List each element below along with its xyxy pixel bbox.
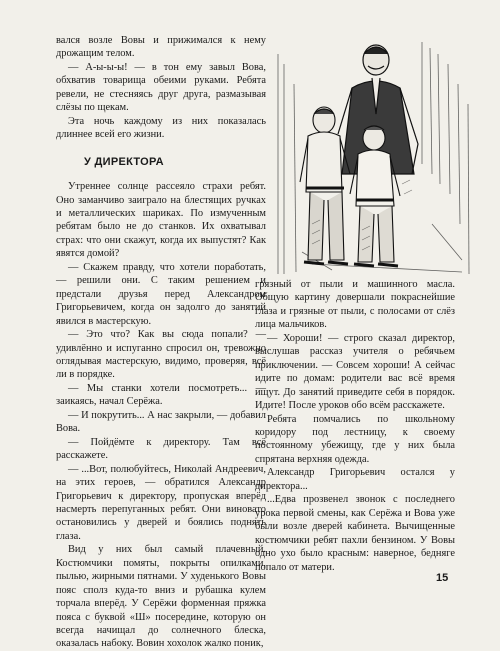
paragraph: Ребята помчались по школьному коридору под лестницу, к своему постоянному убежищу, где у них была спрятана верхняя одежда.	[255, 413, 455, 465]
paragraph: ...Едва прозвенел звонок с последнего урока первой смены, как Серёжа и Вова уже были возле дверей кабинета. Вычищенные костюмчики ребят пахли бензином. У Вовы одно ухо было красным: наверное, бедняге попало от матери.	[255, 494, 455, 573]
paragraph: — Скажем правду, что хотели поработать, — решили они. С таким решением и предстали друзья перед Александром Григорьевичем, когда он задолго до занятий явился в мастерскую.	[56, 261, 266, 327]
paragraph: грязный от пыли и машинного масла. Общую картину довершали покраснейшие глаза и грязные от пыли, с полосами от слёз лица мальчиков.	[255, 279, 455, 331]
boy-figure-left	[300, 107, 350, 264]
paragraph: — Мы станки хотели посмотреть... — заикаясь, начал Серёжа.	[56, 382, 266, 408]
paragraph: — А-ы-ы-ы! — в тон ему завыл Вова, обхватив товарища обеими руками. Ребята ревели, не стесняясь друг друга, размазывая слёзы по щекам.	[56, 61, 266, 114]
left-text-column	[56, 34, 266, 651]
paragraph: — Пойдёмте к директору. Там всё расскажете.	[56, 436, 266, 462]
paragraph: Александр Григорьевич остался у директора...	[255, 467, 455, 492]
page-number: 15	[436, 572, 449, 584]
paragraph: — ...Вот, полюбуйтесь, Николай Андреевич, на этих героев, — обратился Александр Григорьевич к директору, пропуская вперёд насмерть перепуганных ребят. Они виновато остановились у дверей и боялись поднять глаза.	[56, 463, 266, 542]
paragraph: — Это что? Как вы сюда попали? — удивлённо и испуганно спросил он, тревожно оглядывая мастерскую, видимо, проверяя, всё ли в порядке.	[56, 329, 266, 381]
paragraph: — Хороши! — строго сказал директор, выслушав рассказ учителя о ребячьем приключении. — Совсем хороши! А сейчас идите по домам: родители вас всё время ищут. До занятий приведите себя в порядок. Идите! После уроков обо всём расскажете.	[255, 332, 455, 412]
illustration-teacher-and-boys	[272, 24, 474, 278]
right-text-column	[255, 278, 455, 574]
paragraph: — И покрутить... А нас закрыли, — добавил Вова.	[56, 409, 266, 435]
section-heading: У ДИРЕКТОРА	[84, 155, 164, 168]
paragraph: Вид у них был самый плачевный. Костюмчики помяты, покрыты опилками, пылью, жирными пятнами. У худенького Вовы пояс сполз куда-то вниз и рубашка кулем торчала вперёд. У Серёжи форменная пряжка пояса с буквой «Ш» посередине, которую он всегда начищал до солнечного блеска, оказалась набоку. Вовин хохолок жалко поник,	[56, 544, 266, 650]
paragraph: вался возле Вовы и прижимался к нему дрожащим телом.	[56, 35, 266, 60]
paragraph: Эта ночь каждому из них показалась длиннее всей его жизни.	[56, 115, 266, 141]
paragraph: Утреннее солнце рассеяло страхи ребят. Оно заманчиво заиграло на блестящих ручках и металлических шариках. По измученным ребятам было не до станков. Их охватывал страх: что они скажут, когда их выпустят? Как явятся домой?	[56, 181, 266, 260]
